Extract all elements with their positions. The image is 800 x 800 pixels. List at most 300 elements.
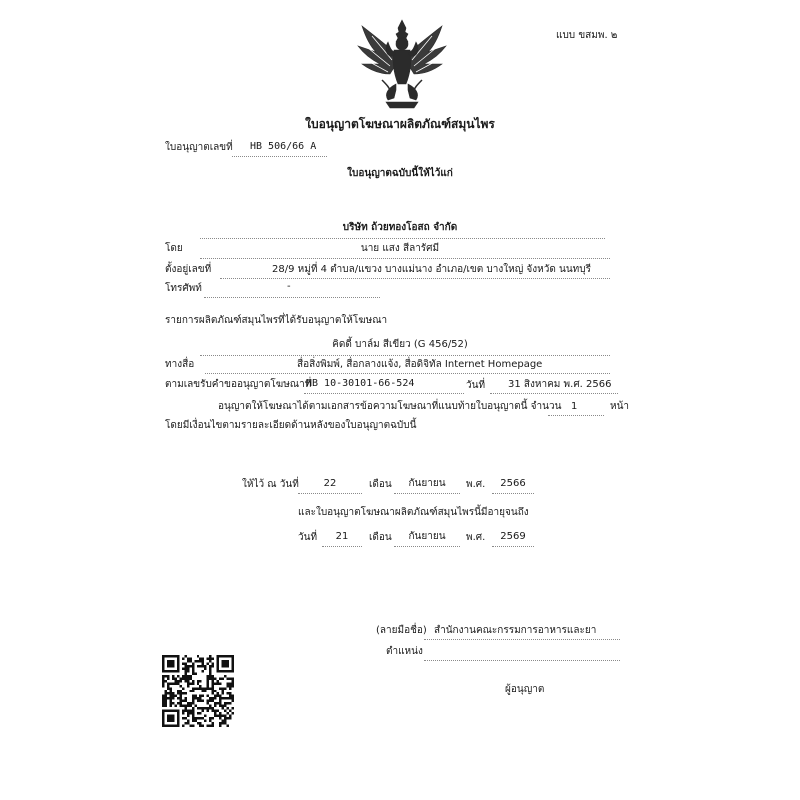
qr-module bbox=[179, 702, 181, 704]
qr-module bbox=[212, 725, 214, 727]
qr-module bbox=[229, 685, 231, 687]
qr-module bbox=[207, 710, 209, 712]
qr-module bbox=[202, 657, 204, 659]
qr-module bbox=[197, 717, 199, 719]
qr-module bbox=[167, 682, 169, 684]
qr-module bbox=[184, 707, 186, 709]
qr-module bbox=[187, 702, 189, 704]
qr-module bbox=[162, 677, 164, 679]
qr-module bbox=[229, 697, 231, 699]
expiry-text: และใบอนุญาตโฆษณาผลิตภัณฑ์สมุนไพรนี้มีอายุจนถึง bbox=[298, 507, 529, 518]
qr-module bbox=[187, 657, 189, 659]
qr-module bbox=[214, 705, 216, 707]
qr-module bbox=[219, 712, 221, 714]
qr-module bbox=[174, 677, 176, 679]
qr-module bbox=[162, 675, 164, 677]
qr-module bbox=[202, 690, 204, 692]
qr-module bbox=[204, 715, 206, 717]
qr-module bbox=[197, 660, 199, 662]
qr-module bbox=[212, 710, 214, 712]
qr-module bbox=[204, 720, 206, 722]
document-title: ใบอนุญาตโฆษณาผลิตภัณฑ์สมุนไพร bbox=[305, 117, 495, 131]
qr-module bbox=[192, 687, 194, 689]
qr-module bbox=[207, 700, 209, 702]
qr-module bbox=[194, 720, 196, 722]
qr-module bbox=[209, 677, 211, 679]
qr-module bbox=[217, 692, 219, 694]
qr-module bbox=[189, 705, 191, 707]
qr-module bbox=[187, 680, 189, 682]
qr-module bbox=[227, 712, 229, 714]
qr-module bbox=[187, 710, 189, 712]
qr-module bbox=[169, 682, 171, 684]
qr-module bbox=[217, 715, 219, 717]
company-name: บริษัท ถ้วยทองโอสถ จำกัด bbox=[342, 222, 458, 233]
qr-module bbox=[219, 722, 221, 724]
license-no-value: HB 506/66 A bbox=[250, 141, 317, 152]
licensor-role: ผู้อนุญาต bbox=[505, 684, 545, 695]
qr-module bbox=[192, 697, 194, 699]
qr-module bbox=[227, 682, 229, 684]
qr-module bbox=[179, 700, 181, 702]
qr-module bbox=[184, 680, 186, 682]
qr-module bbox=[162, 682, 164, 684]
qr-module bbox=[212, 692, 214, 694]
qr-module bbox=[202, 725, 204, 727]
qr-module bbox=[207, 657, 209, 659]
qr-module bbox=[232, 682, 234, 684]
address-value: 28/9 หมู่ที่ 4 ตำบล/แขวง บางแม่นาง อำเภอ/เขต บางใหญ่ จังหวัด นนทบุรี bbox=[272, 264, 591, 275]
expiry-day-line bbox=[322, 546, 362, 547]
phone-value: - bbox=[287, 281, 291, 292]
qr-module bbox=[212, 662, 214, 664]
qr-module bbox=[214, 715, 216, 717]
qr-module bbox=[194, 660, 196, 662]
qr-module bbox=[162, 695, 164, 697]
qr-module bbox=[192, 672, 194, 674]
qr-module bbox=[184, 667, 186, 669]
qr-module bbox=[192, 690, 194, 692]
qr-module bbox=[207, 680, 209, 682]
qr-module bbox=[172, 695, 174, 697]
qr-module bbox=[214, 695, 216, 697]
qr-module bbox=[167, 692, 169, 694]
qr-module bbox=[164, 697, 166, 699]
issued-to-heading: ใบอนุญาตฉบับนี้ให้ไว้แก่ bbox=[347, 168, 453, 179]
qr-module bbox=[199, 680, 201, 682]
qr-finder-pattern bbox=[167, 715, 174, 722]
qr-module bbox=[212, 680, 214, 682]
qr-module bbox=[219, 687, 221, 689]
issued-month-line bbox=[394, 493, 460, 494]
qr-module bbox=[227, 685, 229, 687]
qr-module bbox=[187, 705, 189, 707]
qr-module bbox=[212, 722, 214, 724]
qr-module bbox=[227, 677, 229, 679]
qr-module bbox=[167, 687, 169, 689]
qr-module bbox=[202, 710, 204, 712]
qr-module bbox=[217, 682, 219, 684]
qr-module bbox=[209, 655, 211, 657]
qr-module bbox=[182, 712, 184, 714]
qr-module bbox=[199, 722, 201, 724]
by-line bbox=[200, 258, 610, 259]
qr-module bbox=[199, 717, 201, 719]
request-label: ตามเลขรับคำขออนุญาตโฆษณาที่ bbox=[165, 379, 312, 390]
product-line bbox=[200, 355, 610, 356]
qr-module bbox=[207, 695, 209, 697]
qr-module bbox=[169, 697, 171, 699]
phone-label: โทรศัพท์ bbox=[165, 283, 202, 294]
qr-module bbox=[222, 677, 224, 679]
qr-module bbox=[162, 680, 164, 682]
conditions-text: โดยมีเงื่อนไขตามรายละเอียดด้านหลังของใบอนุญาตฉบับนี้ bbox=[165, 420, 417, 431]
qr-module bbox=[194, 697, 196, 699]
expiry-year-label: พ.ศ. bbox=[466, 532, 486, 543]
qr-module bbox=[182, 725, 184, 727]
qr-module bbox=[224, 717, 226, 719]
qr-module bbox=[224, 675, 226, 677]
qr-module bbox=[169, 690, 171, 692]
qr-module bbox=[199, 687, 201, 689]
channel-line bbox=[205, 373, 610, 374]
signature-line bbox=[424, 639, 620, 640]
qr-module bbox=[187, 675, 189, 677]
qr-module bbox=[197, 722, 199, 724]
qr-code-icon bbox=[162, 655, 234, 727]
qr-module bbox=[202, 707, 204, 709]
qr-module bbox=[182, 662, 184, 664]
pages-text: อนุญาตให้โฆษณาได้ตามเอกสารข้อความโฆษณาที่แนบท้ายใบอนุญาตนี้ จำนวน bbox=[218, 401, 562, 412]
qr-module bbox=[222, 692, 224, 694]
qr-module bbox=[209, 707, 211, 709]
qr-module bbox=[182, 717, 184, 719]
qr-module bbox=[224, 705, 226, 707]
qr-module bbox=[179, 697, 181, 699]
qr-module bbox=[222, 687, 224, 689]
qr-module bbox=[174, 680, 176, 682]
qr-module bbox=[179, 680, 181, 682]
qr-module bbox=[172, 677, 174, 679]
qr-module bbox=[197, 712, 199, 714]
qr-module bbox=[222, 690, 224, 692]
qr-module bbox=[214, 710, 216, 712]
qr-module bbox=[212, 682, 214, 684]
qr-module bbox=[174, 682, 176, 684]
qr-module bbox=[219, 700, 221, 702]
qr-module bbox=[187, 660, 189, 662]
qr-module bbox=[219, 695, 221, 697]
license-no-line bbox=[232, 156, 327, 157]
qr-module bbox=[219, 682, 221, 684]
qr-module bbox=[199, 700, 201, 702]
qr-module bbox=[169, 700, 171, 702]
qr-module bbox=[207, 702, 209, 704]
qr-module bbox=[192, 670, 194, 672]
qr-module bbox=[212, 690, 214, 692]
qr-module bbox=[179, 695, 181, 697]
qr-module bbox=[227, 725, 229, 727]
qr-module bbox=[224, 697, 226, 699]
address-label: ตั้งอยู่เลขที่ bbox=[165, 264, 212, 275]
request-date-label: วันที่ bbox=[466, 380, 486, 391]
qr-module bbox=[184, 717, 186, 719]
qr-module bbox=[214, 682, 216, 684]
qr-module bbox=[224, 702, 226, 704]
qr-module bbox=[192, 695, 194, 697]
qr-module bbox=[194, 705, 196, 707]
qr-module bbox=[204, 667, 206, 669]
qr-module bbox=[187, 670, 189, 672]
qr-module bbox=[202, 670, 204, 672]
pages-line bbox=[548, 415, 604, 416]
expiry-year-line bbox=[492, 546, 534, 547]
qr-module bbox=[227, 717, 229, 719]
product-name: คิดดี้ บาล์ม สีเขียว (G 456/52) bbox=[332, 339, 468, 350]
qr-module bbox=[164, 705, 166, 707]
qr-module bbox=[184, 655, 186, 657]
qr-module bbox=[194, 687, 196, 689]
qr-module bbox=[174, 695, 176, 697]
qr-module bbox=[207, 687, 209, 689]
qr-module bbox=[197, 707, 199, 709]
qr-module bbox=[227, 697, 229, 699]
qr-module bbox=[197, 680, 199, 682]
qr-module bbox=[162, 705, 164, 707]
qr-module bbox=[172, 697, 174, 699]
qr-module bbox=[222, 720, 224, 722]
qr-module bbox=[232, 680, 234, 682]
issued-year-line bbox=[492, 493, 534, 494]
qr-module bbox=[172, 682, 174, 684]
by-label: โดย bbox=[165, 243, 183, 254]
qr-module bbox=[224, 687, 226, 689]
qr-module bbox=[204, 707, 206, 709]
qr-module bbox=[232, 700, 234, 702]
qr-module bbox=[219, 677, 221, 679]
qr-module bbox=[224, 720, 226, 722]
qr-module bbox=[167, 697, 169, 699]
expiry-year: 2569 bbox=[500, 531, 526, 542]
qr-module bbox=[167, 677, 169, 679]
qr-module bbox=[187, 715, 189, 717]
qr-module bbox=[172, 692, 174, 694]
qr-module bbox=[192, 715, 194, 717]
qr-module bbox=[219, 715, 221, 717]
qr-module bbox=[164, 692, 166, 694]
qr-module bbox=[224, 715, 226, 717]
qr-module bbox=[164, 675, 166, 677]
qr-module bbox=[212, 717, 214, 719]
qr-module bbox=[192, 707, 194, 709]
qr-module bbox=[189, 657, 191, 659]
qr-module bbox=[182, 687, 184, 689]
qr-module bbox=[162, 700, 164, 702]
qr-module bbox=[224, 710, 226, 712]
qr-module bbox=[209, 717, 211, 719]
qr-module bbox=[212, 707, 214, 709]
expiry-month: กันยายน bbox=[408, 531, 446, 542]
qr-module bbox=[177, 682, 179, 684]
qr-module bbox=[229, 687, 231, 689]
qr-module bbox=[217, 695, 219, 697]
qr-module bbox=[184, 700, 186, 702]
qr-module bbox=[199, 695, 201, 697]
qr-module bbox=[192, 662, 194, 664]
qr-module bbox=[202, 695, 204, 697]
qr-module bbox=[184, 697, 186, 699]
qr-module bbox=[164, 702, 166, 704]
qr-module bbox=[207, 675, 209, 677]
request-line bbox=[304, 393, 464, 394]
qr-module bbox=[204, 665, 206, 667]
qr-module bbox=[232, 712, 234, 714]
qr-module bbox=[182, 710, 184, 712]
qr-module bbox=[192, 720, 194, 722]
qr-module bbox=[212, 677, 214, 679]
qr-module bbox=[187, 722, 189, 724]
qr-module bbox=[189, 675, 191, 677]
qr-module bbox=[222, 705, 224, 707]
qr-module bbox=[217, 710, 219, 712]
qr-module bbox=[182, 675, 184, 677]
expiry-month-label: เดือน bbox=[369, 532, 392, 543]
qr-module bbox=[197, 687, 199, 689]
qr-module bbox=[207, 707, 209, 709]
qr-module bbox=[182, 677, 184, 679]
qr-module bbox=[192, 725, 194, 727]
qr-module bbox=[219, 705, 221, 707]
qr-module bbox=[209, 700, 211, 702]
issued-label: ให้ไว้ ณ วันที่ bbox=[242, 479, 299, 490]
qr-module bbox=[167, 685, 169, 687]
qr-module bbox=[229, 710, 231, 712]
qr-module bbox=[232, 695, 234, 697]
expiry-day: 21 bbox=[335, 531, 349, 542]
qr-module bbox=[172, 702, 174, 704]
qr-module bbox=[229, 702, 231, 704]
qr-module bbox=[179, 677, 181, 679]
qr-module bbox=[177, 690, 179, 692]
qr-module bbox=[187, 665, 189, 667]
request-date-value: 31 สิงหาคม พ.ศ. 2566 bbox=[508, 379, 612, 390]
qr-module bbox=[219, 697, 221, 699]
qr-module bbox=[232, 697, 234, 699]
qr-module bbox=[192, 667, 194, 669]
channel-label: ทางสื่อ bbox=[165, 359, 195, 370]
qr-module bbox=[202, 662, 204, 664]
qr-module bbox=[199, 712, 201, 714]
qr-module bbox=[189, 665, 191, 667]
qr-module bbox=[197, 682, 199, 684]
qr-module bbox=[192, 710, 194, 712]
qr-module bbox=[184, 675, 186, 677]
issued-month-label: เดือน bbox=[369, 479, 392, 490]
qr-module bbox=[207, 682, 209, 684]
qr-module bbox=[207, 725, 209, 727]
qr-module bbox=[187, 712, 189, 714]
qr-module bbox=[184, 710, 186, 712]
form-code: แบบ ขสมพ. ๒ bbox=[556, 30, 618, 41]
qr-module bbox=[177, 680, 179, 682]
qr-module bbox=[212, 687, 214, 689]
qr-module bbox=[184, 665, 186, 667]
qr-module bbox=[187, 685, 189, 687]
qr-module bbox=[164, 680, 166, 682]
expiry-month-line bbox=[394, 546, 460, 547]
qr-module bbox=[229, 677, 231, 679]
qr-module bbox=[219, 725, 221, 727]
issued-day-line bbox=[298, 493, 362, 494]
qr-module bbox=[182, 667, 184, 669]
qr-module bbox=[162, 702, 164, 704]
signature-label: (ลายมือชื่อ) bbox=[376, 625, 427, 636]
qr-module bbox=[202, 687, 204, 689]
qr-module bbox=[164, 700, 166, 702]
qr-module bbox=[179, 690, 181, 692]
qr-module bbox=[189, 677, 191, 679]
qr-module bbox=[199, 725, 201, 727]
qr-module bbox=[177, 697, 179, 699]
qr-module bbox=[184, 672, 186, 674]
qr-module bbox=[184, 670, 186, 672]
qr-module bbox=[212, 685, 214, 687]
qr-module bbox=[187, 682, 189, 684]
qr-module bbox=[197, 665, 199, 667]
qr-module bbox=[169, 702, 171, 704]
garuda-emblem-icon bbox=[352, 18, 452, 110]
qr-module bbox=[224, 722, 226, 724]
qr-module bbox=[202, 665, 204, 667]
qr-module bbox=[209, 705, 211, 707]
qr-module bbox=[169, 692, 171, 694]
qr-module bbox=[214, 702, 216, 704]
qr-module bbox=[189, 682, 191, 684]
qr-module bbox=[192, 712, 194, 714]
qr-module bbox=[187, 720, 189, 722]
qr-module bbox=[217, 680, 219, 682]
by-value: นาย แสง สีลารัศมี bbox=[360, 243, 440, 254]
phone-line bbox=[204, 297, 380, 298]
qr-module bbox=[162, 685, 164, 687]
qr-module bbox=[202, 700, 204, 702]
qr-module bbox=[199, 657, 201, 659]
address-line bbox=[220, 278, 610, 279]
position-line bbox=[424, 660, 620, 661]
qr-module bbox=[209, 687, 211, 689]
qr-module bbox=[232, 707, 234, 709]
qr-module bbox=[219, 717, 221, 719]
qr-module bbox=[192, 700, 194, 702]
qr-module bbox=[207, 662, 209, 664]
issued-year-label: พ.ศ. bbox=[466, 479, 486, 490]
qr-module bbox=[184, 692, 186, 694]
products-label: รายการผลิตภัณฑ์สมุนไพรที่ได้รับอนุญาตให้โฆษณา bbox=[165, 315, 388, 326]
qr-module bbox=[199, 697, 201, 699]
qr-module bbox=[192, 717, 194, 719]
qr-module bbox=[192, 702, 194, 704]
qr-module bbox=[214, 697, 216, 699]
qr-module bbox=[179, 692, 181, 694]
qr-module bbox=[182, 692, 184, 694]
qr-module bbox=[212, 665, 214, 667]
qr-module bbox=[204, 687, 206, 689]
pages-unit: หน้า bbox=[610, 401, 630, 412]
expiry-label: วันที่ bbox=[298, 532, 318, 543]
qr-module bbox=[229, 715, 231, 717]
qr-module bbox=[177, 675, 179, 677]
qr-module bbox=[189, 725, 191, 727]
